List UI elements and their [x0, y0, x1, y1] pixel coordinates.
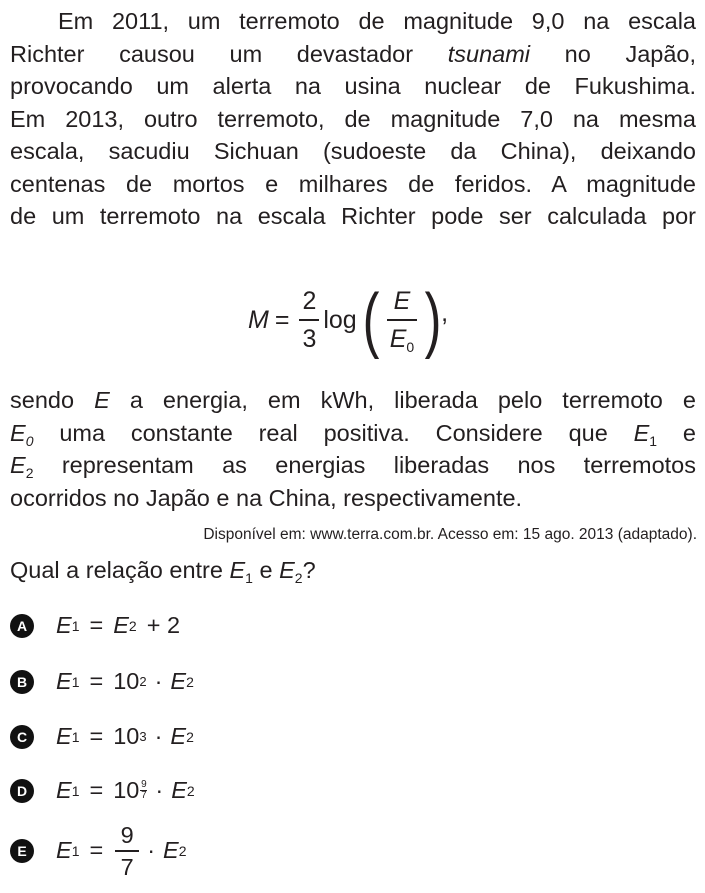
question-text: [10, 557, 316, 584]
formula-equals: =: [274, 305, 290, 334]
var-subscript: 0: [25, 432, 34, 449]
text-line: [10, 384, 696, 417]
option-c[interactable]: C E 1 = 10 3 · E 2: [10, 723, 194, 750]
equals: =: [89, 723, 104, 749]
option-e[interactable]: E E 1 = 9 7 · E 2: [10, 822, 187, 880]
var-subscript: 2: [294, 570, 303, 586]
option-e-badge: E: [10, 839, 34, 863]
inner-den-symbol: E: [389, 324, 407, 353]
option-b-badge: B: [10, 670, 34, 694]
multiply-dot: ·: [154, 668, 163, 694]
text-line: Em 2013, outro terremoto, de magnitude 7,0 na mesma: [10, 105, 696, 132]
var-symbol: E: [10, 452, 26, 478]
text-fragment: uma constante real positiva. Considere que: [59, 419, 608, 446]
fraction-bar: [299, 319, 319, 321]
fraction-bar: [387, 319, 417, 321]
fraction-denominator: 3: [302, 324, 317, 353]
power-base: 10: [113, 668, 140, 694]
question-suffix: ?: [302, 557, 316, 583]
var-e: E: [94, 387, 110, 413]
italic-word: tsunami: [447, 40, 531, 67]
text-line: centenas de mortos e milhares de feridos. A magnitude: [10, 170, 696, 197]
inner-den-subscript: 0: [406, 338, 415, 355]
power-base: 10: [113, 777, 140, 803]
formula-log: log: [323, 305, 357, 334]
exponent-numerator: 9: [141, 779, 147, 790]
var-symbol: E: [56, 777, 72, 803]
fraction-numerator: 9: [120, 822, 134, 848]
formula-lhs: M: [248, 305, 269, 334]
var-symbol: E: [56, 668, 72, 694]
option-d-badge: D: [10, 779, 34, 803]
text-line: ocorridos no Japão e na China, respectivamente.: [10, 484, 523, 511]
exponent-denominator: 7: [141, 790, 147, 801]
coefficient-fraction: [115, 822, 139, 880]
var-subscript: 1: [649, 432, 658, 449]
var-e2: [10, 452, 34, 481]
option-b[interactable]: B E 1 = 10 2 · E 2: [10, 668, 194, 695]
var-symbol: E: [633, 419, 650, 446]
text-fragment: representam as energias liberadas nos terremotos: [61, 452, 696, 478]
equals: =: [89, 668, 104, 694]
var-symbol: E: [170, 723, 187, 749]
var-symbol: E: [163, 837, 179, 864]
multiply-dot: ·: [155, 777, 164, 803]
equals: =: [89, 837, 104, 864]
var-e1: [633, 419, 658, 449]
fraction-denominator: 7: [120, 853, 134, 880]
text-fragment: e: [682, 419, 696, 446]
option-a[interactable]: A E 1 = E 2 + 2: [10, 612, 180, 639]
multiply-dot: ·: [147, 837, 156, 864]
text-line: provocando um alerta na usina nuclear de Fukushima.: [10, 73, 696, 99]
right-paren-icon: ): [424, 280, 442, 360]
text-fragment: Richter causou um devastador: [10, 40, 414, 67]
var-symbol: E: [113, 612, 129, 638]
var-e0: [10, 419, 34, 449]
inner-numerator: E: [393, 287, 411, 316]
option-c-badge: C: [10, 725, 34, 749]
inner-denominator: [387, 324, 417, 354]
text-line: [10, 449, 696, 482]
multiply-dot: ·: [154, 723, 163, 749]
fraction-numerator: 2: [302, 287, 317, 316]
var-symbol: E: [279, 557, 295, 583]
source-citation: Disponível em: www.terra.com.br. Acesso em: 15 ago. 2013 (adaptado).: [203, 526, 697, 543]
text-line: de um terremoto na escala Richter pode ser calculada por: [10, 203, 696, 229]
equals: =: [89, 612, 104, 638]
text-fragment: no Japão,: [564, 40, 697, 67]
var-symbol: E: [10, 419, 26, 446]
option-d[interactable]: D E 1 = 10 9 7 · E 2: [10, 777, 195, 804]
formula-inner-fraction: [387, 286, 417, 354]
question-mid: e: [259, 557, 273, 583]
exponent-fraction: [140, 780, 147, 801]
question-prefix: Qual a relação entre: [10, 557, 223, 583]
var-symbol: E: [56, 723, 72, 749]
paragraph-definitions: [10, 384, 696, 514]
richter-formula: [248, 270, 448, 370]
formula-fraction: [299, 286, 319, 354]
option-a-rest: + 2: [146, 612, 181, 638]
left-paren-icon: (: [362, 280, 380, 360]
paragraph-intro: [10, 5, 696, 233]
equals: =: [89, 777, 104, 803]
var-symbol: E: [56, 837, 72, 864]
var-symbol: E: [56, 612, 72, 638]
power-base: 10: [113, 723, 140, 749]
formula-comma: ,: [441, 298, 449, 327]
text-line: escala, sacudiu Sichuan (sudoeste da China), deixando: [10, 138, 696, 164]
text-fragment: a energia, em kWh, liberada pelo terremoto e: [129, 387, 696, 413]
var-symbol: E: [170, 668, 187, 694]
fraction-bar: [115, 850, 139, 852]
var-subscript: 1: [245, 570, 253, 586]
option-a-badge: A: [10, 614, 34, 638]
var-symbol: E: [229, 557, 246, 583]
text-line: Em 2011, um terremoto de magnitude 9,0 na escala: [58, 8, 696, 34]
text-line: [10, 417, 696, 450]
var-symbol: E: [171, 777, 187, 803]
text-line: [10, 38, 696, 71]
text-fragment: sendo: [10, 387, 75, 413]
var-subscript: 2: [25, 465, 34, 481]
